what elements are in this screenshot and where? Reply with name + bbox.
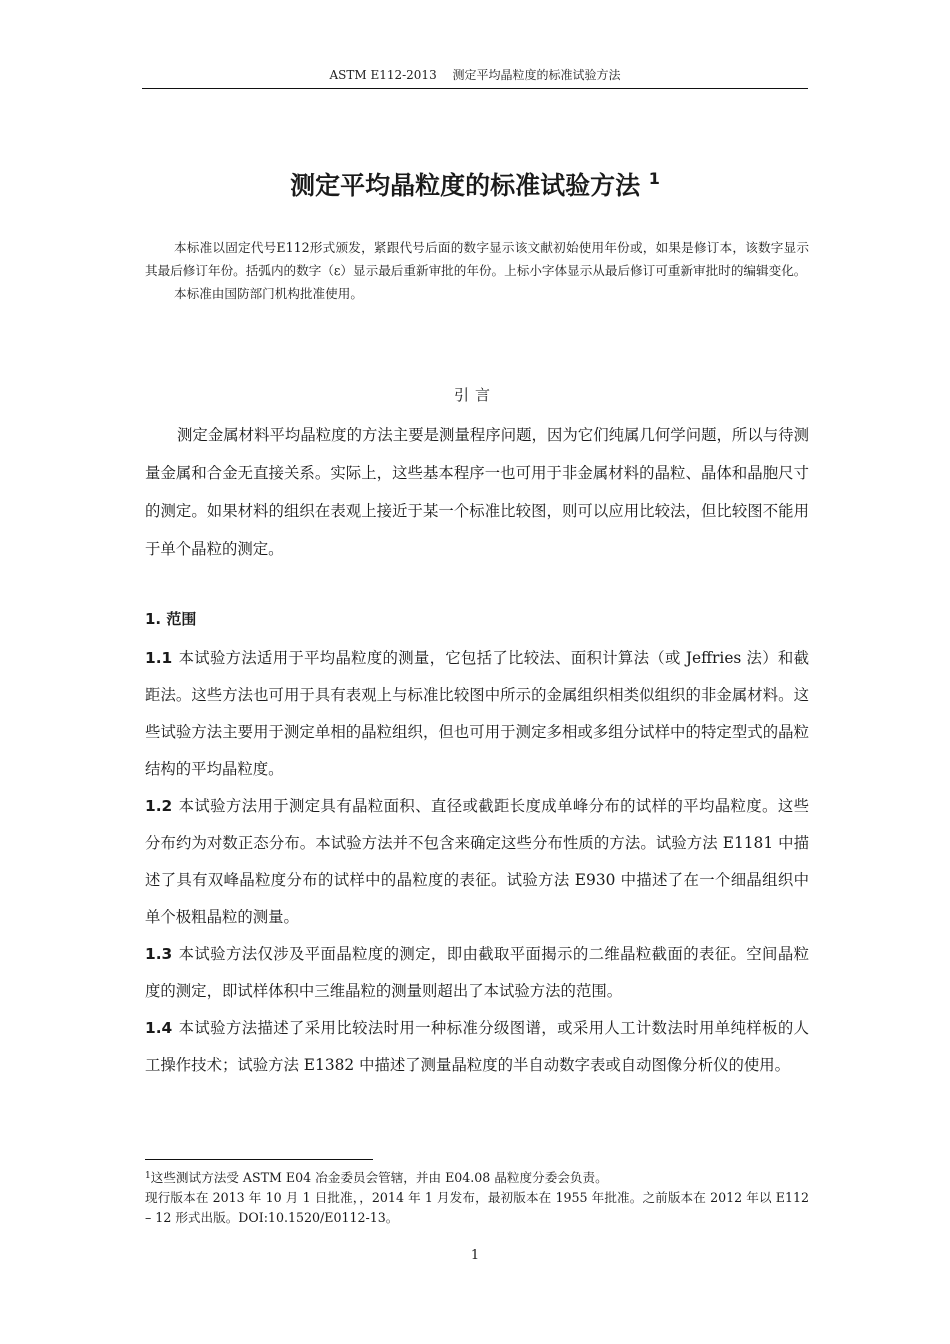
- introduction-paragraph: 测定金属材料平均晶粒度的方法主要是测量程序问题，因为它们纯属几何学问题，所以与待测量金属和合金无直接关系。实际上，这些基本程序一也可用于非金属材料的晶粒、晶体和晶胞尺寸的测定。如果材料的组织在表观上接近于某一个标准比较图，则可以应用比较法，但比较图不能用于单个晶粒的测定。: [145, 426, 809, 558]
- notice-paragraph-approval: 本标准由国防部门机构批准使用。: [174, 286, 363, 301]
- introduction-heading: 引言: [453, 386, 496, 404]
- clause-text: 本试验方法适用于平均晶粒度的测量，它包括了比较法、面积计算法（或 Jeffries 法）和截距法。这些方法也可用于具有表观上与标准比较图中所示的金属组织相类似组织的非金属材料。这些试验方法主要用于测定单相的晶粒组织，但也可用于测定多相或多组分试样中的特定型式的晶粒结构的平均晶粒度。: [145, 649, 809, 778]
- clause-text: 本试验方法描述了采用比较法时用一种标准分级图谱，或采用人工计数法时用单纯样板的人工操作技术；试验方法 E1382 中描述了测量晶粒度的半自动数字表或自动图像分析仪的使用。: [145, 1019, 809, 1074]
- clause-number: 1.3: [145, 945, 173, 963]
- title-footnote-marker: 1: [648, 169, 660, 188]
- footnotes: [145, 1166, 809, 1228]
- notice-paragraph-designation: 本标准以固定代号E112形式颁发，紧跟代号后面的数字显示该文献初始使用年份或，如果是修订本，该数字显示其最后修订年份。括弧内的数字（ε）显示最后重新审批的年份。上标小字体显示从最后修订可重新审批时的编辑变化。: [145, 240, 809, 278]
- clause-number: 1.2: [145, 797, 173, 815]
- document-title-text: 测定平均晶粒度的标准试验方法: [290, 171, 641, 200]
- page-number: 1: [470, 1248, 480, 1263]
- clause-number: 1.1: [145, 649, 173, 667]
- running-header: ASTM E112-2013 测定平均晶粒度的标准试验方法: [329, 68, 621, 82]
- clause-number: 1.4: [145, 1019, 173, 1037]
- footnote-marker: 1: [145, 1171, 151, 1181]
- scope-clause: [145, 1010, 809, 1084]
- document-title: [142, 158, 808, 207]
- scope-clause: [145, 640, 809, 788]
- clause-text: 本试验方法仅涉及平面晶粒度的测定，即由截取平面揭示的二维晶粒截面的表征。空间晶粒度的测定，即试样体积中三维晶粒的测量则超出了本试验方法的范围。: [145, 945, 809, 1000]
- scope-section: [145, 640, 809, 1084]
- footnote-jurisdiction-text: 这些测试方法受 ASTM E04 冶金委员会管辖，并由 E04.08 晶粒度分委会负责。: [150, 1170, 608, 1185]
- footnote-edition: 现行版本在 2013 年 10 月 1 日批准，，2014 年 1 月发布，最初版本在 1955 年批准。之前版本在 2012 年以 E112 – 12 形式出版。DOI:10.1520/E0112-13。: [145, 1190, 809, 1225]
- standard-notice: [145, 236, 809, 305]
- clause-text: 本试验方法用于测定具有晶粒面积、直径或截距长度成单峰分布的试样的平均晶粒度。这些分布约为对数正态分布。本试验方法并不包含来确定这些分布性质的方法。试验方法 E1181 中描述了具有双峰晶粒度分布的试样中的晶粒度的表征。试验方法 E930 中描述了在一个细晶组织中单个极粗晶粒的测量。: [145, 797, 809, 926]
- scope-clause: [145, 788, 809, 936]
- scope-clause: [145, 936, 809, 1010]
- scope-heading: 1. 范围: [145, 610, 197, 628]
- header-rule: [142, 88, 808, 89]
- footnote-jurisdiction: [145, 1166, 809, 1188]
- footnote-divider: [145, 1159, 373, 1160]
